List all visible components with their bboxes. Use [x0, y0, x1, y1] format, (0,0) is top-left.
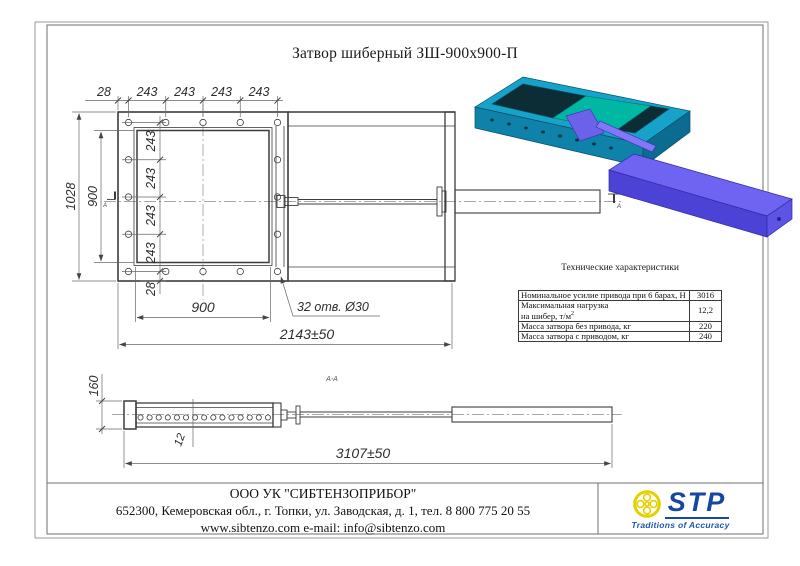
table-row: [519, 301, 722, 321]
section-marker-right: [608, 194, 621, 210]
dim-top-243-3: 243: [211, 85, 232, 99]
spec-value: 240: [690, 331, 722, 341]
spec-label: Масса затвора без привода, кг: [519, 321, 690, 331]
company-address: 652300, Кемеровская обл., г. Топки, ул. Заводская, д. 1, тел. 8 800 775 20 55: [115, 503, 531, 518]
dim-overall-2143: 2143±50: [279, 326, 335, 342]
dim-top-243-4: 243: [248, 85, 270, 99]
table-row: [519, 321, 722, 331]
spec-value: 12,2: [690, 301, 722, 321]
footer-block: [48, 485, 598, 536]
front-view-dimensions: [64, 85, 452, 349]
dim-overall-3107: 3107±50: [335, 445, 391, 461]
dim-side-160: 160: [87, 375, 101, 397]
specs-table: [518, 290, 722, 342]
spec-label: Максимальная нагрузка на шибер, $т/м^2$: [519, 301, 690, 321]
page-title: Затвор шиберный ЗШ-900х900-П: [292, 45, 518, 62]
side-view: [112, 401, 622, 429]
spec-label: Масса затвора с приводом, кг: [519, 331, 690, 341]
dim-height-1028: 1028: [64, 182, 78, 211]
spec-label: Номинальное усилие привода при 6 барах, Н: [519, 291, 690, 301]
side-view-dimensions: [87, 374, 612, 468]
spec-value: 220: [690, 321, 722, 331]
stp-logo: [599, 484, 762, 534]
section-marker-left: [102, 192, 115, 210]
stp-emblem-icon: [632, 489, 662, 519]
dim-height-900: 900: [86, 186, 100, 207]
dim-top-28: 28: [97, 85, 111, 99]
company-web: www.sibtenzo.com e-mail: info@sibtenzo.com: [200, 520, 446, 535]
dim-chain-243-1: 243: [144, 130, 158, 152]
company-name: ООО УК "СИБТЕНЗОПРИБОР": [229, 486, 417, 501]
stp-tagline: Traditions of Accuracy: [631, 519, 730, 530]
table-row: [519, 291, 722, 301]
table-row: [519, 331, 722, 341]
dim-chain-243-2: 243: [144, 167, 158, 189]
dim-side-12: 12: [172, 431, 189, 449]
bolt-holes-side: [138, 415, 271, 420]
sheet-border: [35, 22, 768, 538]
dim-chain-28: 28: [144, 282, 158, 296]
dim-chain-243-3: 243: [144, 205, 158, 227]
dim-top-243-1: 243: [136, 85, 158, 99]
spec-value: 3016: [690, 291, 722, 301]
section-label: А-А: [326, 376, 338, 383]
dim-top-243-2: 243: [174, 85, 195, 99]
holes-note: 32 отв. Ø30: [297, 300, 369, 314]
stp-wordmark: STP: [665, 489, 730, 519]
section-letter-right: А: [617, 204, 622, 210]
dim-chain-243-4: 243: [144, 242, 158, 264]
dim-width-900: 900: [191, 299, 215, 315]
section-letter-left: А: [103, 203, 108, 209]
specs-heading: Технические характеристики: [561, 263, 679, 273]
